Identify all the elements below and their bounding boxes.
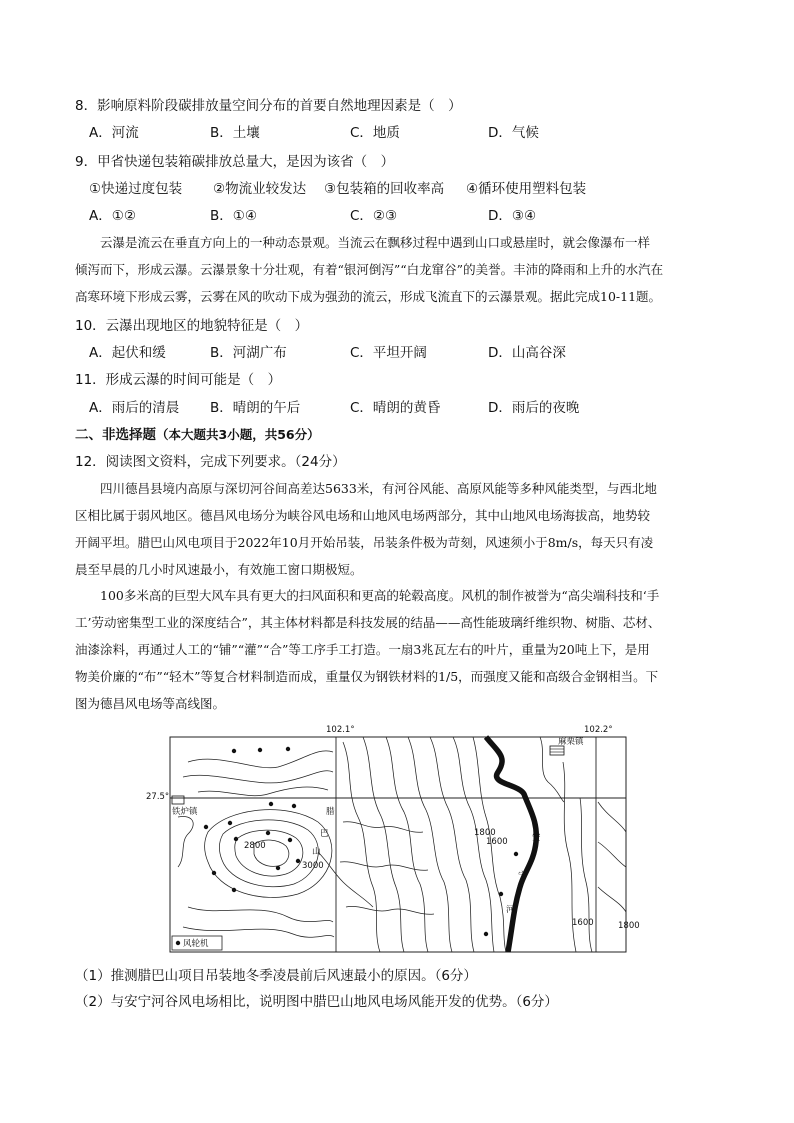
q10-option-a: A．起伏和缓 — [89, 345, 166, 361]
section-note: （本大题共3小题，共56分） — [156, 427, 320, 442]
q11-options — [89, 396, 579, 416]
wind-turbine-dot — [484, 932, 488, 936]
q8-option-c: C．地质 — [350, 125, 400, 141]
wind-turbine-dot — [232, 888, 236, 892]
q12-sub2: （2）与安宁河谷风电场相比，说明图中腊巴山地风电场风能开发的优势。（6分） — [75, 994, 558, 1010]
river-char: 宁 — [518, 871, 527, 881]
lon-label-right: 102.2° — [584, 725, 613, 735]
q9-option-c: C．②③ — [350, 208, 398, 224]
passage-line: 晨至早晨的几小时风速最小，有效施工窗口期极短。 — [75, 562, 363, 577]
contour-label: 2800 — [244, 841, 266, 851]
q11-option-b: B．晴朗的午后 — [210, 400, 301, 416]
q9-stem: 9．甲省快递包装箱碳排放总量大，是因为该省（ ） — [75, 154, 395, 170]
q9-option-b: B．①④ — [210, 208, 257, 224]
map-frame — [170, 737, 626, 952]
passage-line: 云瀑是流云在垂直方向上的一种动态景观。当流云在飘移过程中遇到山口或悬崖时，就会像瀑布一样 — [100, 235, 651, 250]
q10-option-d: D．山高谷深 — [488, 345, 566, 361]
town-malizhen-label: 麻栗镇 — [558, 737, 584, 747]
q10-stem: 10．云瀑出现地区的地貌特征是（ ） — [75, 318, 309, 334]
q11-option-a: A．雨后的清晨 — [89, 400, 180, 416]
passage-line: 工’劳动密集型工业的深度结合”，其主体材料都是科技发展的结晶——高性能玻璃纤维织物、树脂、芯材、 — [75, 615, 661, 630]
wind-turbine-dot — [234, 837, 238, 841]
q11-option-c: C．晴朗的黄昏 — [350, 400, 441, 416]
q8-options — [89, 121, 539, 141]
section-heading — [75, 423, 320, 443]
contour-map — [146, 722, 640, 956]
passage-line: 油漆涂料，再通过人工的“铺”“灌”“合”等工序手工打造。一扇3兆瓦左右的叶片，重量为20吨上下，是用 — [75, 642, 650, 657]
legend-turbine-dot — [176, 941, 180, 945]
q9-statement-4: ④循环使用塑料包装 — [466, 181, 587, 197]
wind-turbine-dot — [204, 825, 208, 829]
passage-line: 100多米高的巨型大风车具有更大的扫风面积和更高的轮毂高度。风机的制作被誉为“高尖端科技和‘手 — [100, 588, 660, 603]
wind-turbine-dot — [292, 804, 296, 808]
passage-line: 四川德昌县境内高原与深切河谷间高差达5633米，有河谷风能、高原风能等多种风能类型，与西北地 — [100, 481, 657, 496]
q9-statements — [89, 177, 586, 197]
q12-sub1: （1）推测腊巴山项目吊装地冬季凌晨前后风速最小的原因。（6分） — [75, 968, 477, 984]
lon-label-left: 102.1° — [326, 725, 355, 735]
contour-label: 1800 — [474, 828, 496, 838]
q10-options — [89, 341, 566, 361]
mountain-char: 山 — [312, 847, 321, 857]
river-char: 河 — [506, 905, 515, 915]
wind-turbine-dot — [212, 871, 216, 875]
wind-turbine-dot — [288, 838, 292, 842]
passage-line: 物美价廉的“布”“轻木”等复合材料制造而成，重量仅为钢铁材料的1/5，而强度又能和高级合金钢相当。下 — [75, 669, 659, 684]
q12-para-2 — [75, 582, 725, 717]
q9-option-a: A．①② — [89, 208, 136, 224]
contour-label: 1800 — [618, 921, 640, 931]
wind-turbine-dot — [514, 852, 518, 856]
wind-turbine-dot — [286, 747, 290, 751]
mountain-char: 腊 — [326, 807, 335, 817]
river-char: 安 — [532, 833, 541, 843]
q11-option-d: D．雨后的夜晚 — [488, 400, 580, 416]
q9-statement-3: ③包装箱的回收率高 — [324, 181, 445, 197]
passage-line: 区相比属于弱风地区。德昌风电场分为峡谷风电场和山地风电场两部分，其中山地风电场海拔高，地势较 — [75, 508, 651, 523]
q9-statement-2: ②物流业较发达 — [213, 181, 307, 197]
wind-turbine-dot — [228, 821, 232, 825]
q9-options — [89, 204, 536, 224]
passage-line: 图为德昌风电场等高线图。 — [75, 696, 226, 711]
wind-turbine-dot — [232, 749, 236, 753]
q10-option-c: C．平坦开阔 — [350, 345, 427, 361]
q12-stem: 12．阅读图文资料，完成下列要求。（24分） — [75, 454, 346, 470]
q12-para-1 — [75, 475, 725, 583]
mountain-char: 巴 — [320, 829, 329, 839]
town-tieluzhen-label: 铁炉镇 — [172, 807, 198, 817]
legend-label: 风轮机 — [183, 939, 209, 949]
passage-cloud-waterfall — [75, 229, 725, 310]
contour-label: 1600 — [572, 918, 594, 928]
passage-line: 高寒环境下形成云雾，云雾在风的吹动下成为强劲的流云，形成飞流直下的云瀑景观。据此完成10-11题。 — [75, 289, 662, 304]
wind-turbine-dot — [296, 859, 300, 863]
q9-statement-1: ①快递过度包装 — [89, 181, 183, 197]
contour-label: 3000 — [302, 861, 324, 871]
passage-line: 开阔平坦。腊巴山风电项目于2022年10月开始吊装，吊装条件极为苛刻，风速须小于8m/s，每天只有凌 — [75, 535, 654, 550]
section-title: 二、非选择题 — [75, 427, 156, 443]
wind-turbine-dot — [258, 748, 262, 752]
wind-turbine-dot — [276, 866, 280, 870]
wind-turbine-dot — [266, 831, 270, 835]
q10-option-b: B．河湖广布 — [210, 345, 287, 361]
passage-line: 倾泻而下，形成云瀑。云瀑景象十分壮观，有着“银河倒泻”“白龙窜谷”的美誉。丰沛的降雨和上升的水汽在 — [75, 262, 664, 277]
contour-label: 1600 — [486, 837, 508, 847]
q9-option-d: D．③④ — [488, 208, 537, 224]
q8-option-b: B．土壤 — [210, 125, 260, 141]
q11-stem: 11．形成云瀑的时间可能是（ ） — [75, 372, 282, 388]
wind-turbine-dot — [499, 892, 503, 896]
q8-option-d: D．气候 — [488, 125, 539, 141]
q8-stem: 8．影响原料阶段碳排放量空间分布的首要自然地理因素是（ ） — [75, 98, 462, 114]
lat-label: 27.5° — [146, 792, 170, 802]
wind-turbine-dot — [269, 802, 273, 806]
q8-option-a: A．河流 — [89, 125, 139, 141]
